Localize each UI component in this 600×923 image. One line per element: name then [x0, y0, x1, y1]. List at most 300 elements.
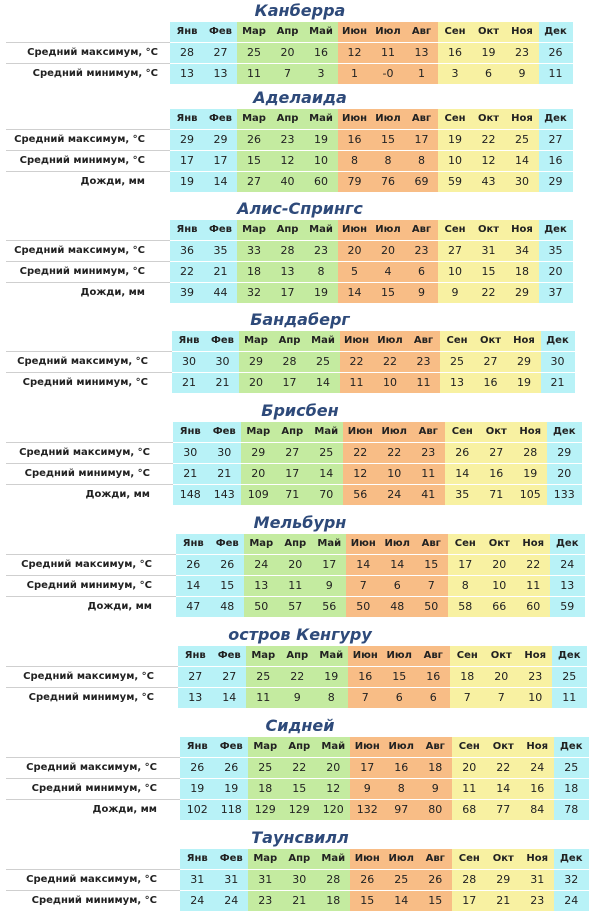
- value-cell: 10: [482, 576, 517, 596]
- month-header-cell: Июн: [346, 534, 381, 554]
- row-label: Дожди, мм: [80, 176, 145, 187]
- value-cell: 35: [204, 241, 238, 261]
- value-cell: 30: [541, 352, 575, 372]
- month-header-cell: Окт: [479, 422, 514, 442]
- value-cell: 23: [518, 667, 553, 687]
- data-row: [178, 667, 586, 687]
- value-cell: 32: [237, 283, 271, 303]
- value-cell: 60: [516, 597, 551, 617]
- data-row: [176, 597, 584, 617]
- data-row: [170, 241, 572, 261]
- value-cell: 11: [552, 688, 587, 708]
- value-cell: 25: [306, 352, 340, 372]
- value-cell: 18: [505, 262, 539, 282]
- value-cell: 57: [278, 597, 313, 617]
- value-cell: 30: [282, 870, 317, 890]
- value-cell: 15: [282, 779, 317, 799]
- value-cell: 29: [204, 130, 238, 150]
- value-cell: 69: [405, 172, 439, 192]
- value-cell: 13: [271, 262, 305, 282]
- value-cell: 15: [350, 891, 385, 911]
- month-header-cell: Окт: [472, 220, 506, 240]
- value-cell: 21: [207, 464, 242, 484]
- value-cell: 11: [452, 779, 487, 799]
- value-cell: 143: [207, 485, 242, 505]
- value-cell: 12: [472, 151, 506, 171]
- month-header-cell: Июл: [371, 22, 405, 42]
- row-divider: [6, 240, 170, 241]
- month-header-cell: Фев: [204, 220, 238, 240]
- month-header-cell: Фев: [212, 646, 247, 666]
- value-cell: 8: [448, 576, 483, 596]
- data-row: [170, 43, 572, 63]
- month-header-cell: Май: [304, 220, 338, 240]
- month-header-cell: Фев: [204, 109, 238, 129]
- month-header-cell: Дек: [552, 646, 587, 666]
- value-cell: 71: [479, 485, 514, 505]
- value-cell: 11: [407, 373, 441, 393]
- value-cell: 23: [248, 891, 283, 911]
- month-header-cell: Апр: [273, 331, 307, 351]
- value-cell: 26: [418, 870, 453, 890]
- month-header-cell: Июл: [371, 109, 405, 129]
- value-cell: 11: [411, 464, 446, 484]
- month-header-cell: Сен: [448, 534, 483, 554]
- city-title: Сидней: [265, 716, 335, 735]
- month-header-cell: Фев: [206, 331, 240, 351]
- month-header-cell: Июл: [380, 534, 415, 554]
- month-header-cell: Мар: [246, 646, 281, 666]
- value-cell: 70: [309, 485, 344, 505]
- month-header-cell: Мар: [239, 331, 273, 351]
- value-cell: 3: [304, 64, 338, 84]
- value-cell: 129: [282, 800, 317, 820]
- value-cell: 79: [338, 172, 372, 192]
- value-cell: 148: [173, 485, 208, 505]
- row-label: Средний минимум, °C: [26, 580, 152, 591]
- value-cell: 13: [204, 64, 238, 84]
- row-divider: [6, 484, 173, 485]
- value-cell: 6: [472, 64, 506, 84]
- value-cell: 4: [371, 262, 405, 282]
- month-header-row: [178, 646, 586, 666]
- value-cell: 20: [484, 667, 519, 687]
- value-cell: 19: [180, 779, 215, 799]
- value-cell: 15: [371, 130, 405, 150]
- value-cell: 56: [343, 485, 378, 505]
- month-header-cell: Май: [304, 22, 338, 42]
- row-label: Средний максимум, °C: [27, 47, 158, 58]
- value-cell: 13: [170, 64, 204, 84]
- value-cell: 21: [206, 373, 240, 393]
- value-cell: 23: [520, 891, 555, 911]
- value-cell: 22: [377, 443, 412, 463]
- month-header-cell: Фев: [214, 849, 249, 869]
- value-cell: 15: [472, 262, 506, 282]
- value-cell: 27: [539, 130, 573, 150]
- value-cell: 11: [340, 373, 374, 393]
- value-cell: 29: [170, 130, 204, 150]
- value-cell: 27: [438, 241, 472, 261]
- value-cell: 9: [280, 688, 315, 708]
- value-cell: 39: [170, 283, 204, 303]
- value-cell: 97: [384, 800, 419, 820]
- value-cell: 17: [273, 373, 307, 393]
- row-divider: [6, 757, 180, 758]
- month-header-cell: Мар: [241, 422, 276, 442]
- value-cell: 14: [445, 464, 480, 484]
- value-cell: 8: [304, 262, 338, 282]
- month-header-cell: Окт: [472, 109, 506, 129]
- row-label: Средний максимум, °C: [14, 134, 145, 145]
- value-cell: 26: [214, 758, 249, 778]
- value-cell: 7: [346, 576, 381, 596]
- value-cell: 9: [418, 779, 453, 799]
- value-cell: 21: [486, 891, 521, 911]
- month-header-cell: Янв: [180, 737, 215, 757]
- value-cell: 31: [520, 870, 555, 890]
- value-cell: 11: [371, 43, 405, 63]
- month-header-cell: Дек: [541, 331, 575, 351]
- row-label: Средний минимум, °C: [32, 68, 158, 79]
- value-cell: 16: [438, 43, 472, 63]
- value-cell: 50: [244, 597, 279, 617]
- value-cell: 37: [539, 283, 573, 303]
- month-header-cell: Мар: [244, 534, 279, 554]
- data-row: [176, 576, 584, 596]
- value-cell: 28: [452, 870, 487, 890]
- value-cell: 44: [204, 283, 238, 303]
- value-cell: 10: [438, 262, 472, 282]
- row-label: Средний максимум, °C: [17, 356, 148, 367]
- month-header-cell: Янв: [173, 422, 208, 442]
- row-divider: [6, 171, 170, 172]
- month-header-cell: Фев: [214, 737, 249, 757]
- row-divider: [6, 42, 170, 43]
- row-divider: [6, 575, 176, 576]
- value-cell: 77: [486, 800, 521, 820]
- value-cell: 28: [273, 352, 307, 372]
- month-header-cell: Ноя: [505, 22, 539, 42]
- value-cell: 27: [479, 443, 514, 463]
- data-row: [180, 779, 588, 799]
- month-header-cell: Май: [306, 331, 340, 351]
- row-label: Средний минимум, °C: [19, 155, 145, 166]
- month-header-row: [176, 534, 584, 554]
- value-cell: 26: [350, 870, 385, 890]
- value-cell: 24: [520, 758, 555, 778]
- value-cell: 21: [204, 262, 238, 282]
- month-header-cell: Апр: [271, 109, 305, 129]
- value-cell: 15: [210, 576, 245, 596]
- month-header-row: [170, 22, 572, 42]
- value-cell: 9: [505, 64, 539, 84]
- month-header-cell: Июл: [373, 331, 407, 351]
- value-cell: 22: [486, 758, 521, 778]
- value-cell: 109: [241, 485, 276, 505]
- row-label: Средний максимум, °C: [23, 671, 154, 682]
- value-cell: 7: [414, 576, 449, 596]
- month-header-cell: Апр: [278, 534, 313, 554]
- row-divider: [6, 666, 178, 667]
- city-title: Аделаида: [253, 88, 347, 107]
- value-cell: 12: [338, 43, 372, 63]
- month-header-cell: Июн: [348, 646, 383, 666]
- value-cell: 29: [241, 443, 276, 463]
- value-cell: 12: [343, 464, 378, 484]
- month-header-cell: Июн: [350, 849, 385, 869]
- row-label: Средний максимум, °C: [19, 447, 150, 458]
- row-label: Средний минимум, °C: [22, 377, 148, 388]
- value-cell: 9: [405, 283, 439, 303]
- month-header-cell: Июл: [371, 220, 405, 240]
- month-header-cell: Ноя: [505, 220, 539, 240]
- value-cell: 14: [204, 172, 238, 192]
- value-cell: 14: [505, 151, 539, 171]
- value-cell: 16: [338, 130, 372, 150]
- value-cell: 19: [170, 172, 204, 192]
- value-cell: 22: [373, 352, 407, 372]
- city-title: Канберра: [254, 1, 346, 20]
- value-cell: 24: [554, 891, 589, 911]
- value-cell: 24: [377, 485, 412, 505]
- row-label: Средний максимум, °C: [26, 874, 157, 885]
- month-header-cell: Фев: [210, 534, 245, 554]
- value-cell: 35: [445, 485, 480, 505]
- value-cell: 22: [472, 130, 506, 150]
- value-cell: 20: [316, 758, 351, 778]
- month-header-cell: Окт: [486, 849, 521, 869]
- value-cell: 14: [176, 576, 211, 596]
- row-divider: [6, 778, 180, 779]
- value-cell: 24: [180, 891, 215, 911]
- row-divider: [6, 351, 172, 352]
- value-cell: 13: [178, 688, 213, 708]
- month-header-cell: Апр: [271, 220, 305, 240]
- value-cell: 21: [282, 891, 317, 911]
- row-label: Дожди, мм: [85, 489, 150, 500]
- month-header-cell: Май: [316, 737, 351, 757]
- month-header-cell: Авг: [418, 849, 453, 869]
- value-cell: 8: [338, 151, 372, 171]
- month-header-cell: Окт: [486, 737, 521, 757]
- value-cell: 20: [278, 555, 313, 575]
- month-header-cell: Авг: [405, 22, 439, 42]
- value-cell: 27: [237, 172, 271, 192]
- value-cell: 58: [448, 597, 483, 617]
- value-cell: 14: [306, 373, 340, 393]
- value-cell: -0: [371, 64, 405, 84]
- value-cell: 29: [507, 352, 541, 372]
- value-cell: 129: [248, 800, 283, 820]
- value-cell: 7: [484, 688, 519, 708]
- value-cell: 26: [237, 130, 271, 150]
- value-cell: 31: [248, 870, 283, 890]
- month-header-cell: Май: [309, 422, 344, 442]
- row-divider: [6, 129, 170, 130]
- value-cell: 11: [539, 64, 573, 84]
- value-cell: 10: [304, 151, 338, 171]
- value-cell: 29: [486, 870, 521, 890]
- value-cell: 17: [170, 151, 204, 171]
- data-row: [180, 891, 588, 911]
- month-header-cell: Июн: [338, 109, 372, 129]
- value-cell: 66: [482, 597, 517, 617]
- value-cell: 17: [204, 151, 238, 171]
- value-cell: 59: [438, 172, 472, 192]
- value-cell: 22: [340, 352, 374, 372]
- value-cell: 30: [173, 443, 208, 463]
- month-header-cell: Янв: [178, 646, 213, 666]
- value-cell: 31: [214, 870, 249, 890]
- value-cell: 30: [505, 172, 539, 192]
- value-cell: 30: [206, 352, 240, 372]
- value-cell: 14: [380, 555, 415, 575]
- month-header-cell: Дек: [547, 422, 582, 442]
- value-cell: 60: [304, 172, 338, 192]
- value-cell: 28: [513, 443, 548, 463]
- month-header-cell: Мар: [237, 22, 271, 42]
- value-cell: 25: [309, 443, 344, 463]
- value-cell: 7: [348, 688, 383, 708]
- value-cell: 22: [472, 283, 506, 303]
- value-cell: 9: [350, 779, 385, 799]
- value-cell: 27: [204, 43, 238, 63]
- month-header-cell: Июн: [343, 422, 378, 442]
- value-cell: 22: [516, 555, 551, 575]
- value-cell: 25: [505, 130, 539, 150]
- value-cell: 27: [212, 667, 247, 687]
- value-cell: 14: [212, 688, 247, 708]
- data-row: [173, 443, 581, 463]
- value-cell: 6: [405, 262, 439, 282]
- value-cell: 20: [338, 241, 372, 261]
- value-cell: 33: [237, 241, 271, 261]
- value-cell: 19: [507, 373, 541, 393]
- value-cell: 19: [438, 130, 472, 150]
- value-cell: 25: [554, 758, 589, 778]
- row-divider: [6, 890, 180, 891]
- month-header-cell: Дек: [554, 737, 589, 757]
- month-header-cell: Фев: [204, 22, 238, 42]
- month-header-cell: Окт: [484, 646, 519, 666]
- month-header-cell: Дек: [550, 534, 585, 554]
- month-header-cell: Авг: [418, 737, 453, 757]
- month-header-cell: Июн: [338, 220, 372, 240]
- month-header-cell: Июн: [340, 331, 374, 351]
- value-cell: 59: [550, 597, 585, 617]
- month-header-cell: Апр: [280, 646, 315, 666]
- value-cell: 6: [382, 688, 417, 708]
- month-header-cell: Янв: [170, 220, 204, 240]
- value-cell: 29: [505, 283, 539, 303]
- value-cell: 22: [280, 667, 315, 687]
- month-header-cell: Июн: [350, 737, 385, 757]
- value-cell: 71: [275, 485, 310, 505]
- data-row: [176, 555, 584, 575]
- month-header-cell: Сен: [438, 109, 472, 129]
- value-cell: 1: [338, 64, 372, 84]
- month-header-cell: Ноя: [520, 849, 555, 869]
- value-cell: 15: [237, 151, 271, 171]
- value-cell: 15: [414, 555, 449, 575]
- value-cell: 16: [520, 779, 555, 799]
- value-cell: 50: [414, 597, 449, 617]
- row-label: Средний максимум, °C: [26, 762, 157, 773]
- value-cell: 20: [482, 555, 517, 575]
- value-cell: 6: [380, 576, 415, 596]
- row-label: Дожди, мм: [92, 804, 157, 815]
- value-cell: 23: [505, 43, 539, 63]
- value-cell: 10: [438, 151, 472, 171]
- value-cell: 23: [405, 241, 439, 261]
- value-cell: 22: [343, 443, 378, 463]
- row-divider: [6, 282, 170, 283]
- data-row: [172, 352, 574, 372]
- value-cell: 9: [438, 283, 472, 303]
- month-header-cell: Апр: [275, 422, 310, 442]
- value-cell: 25: [246, 667, 281, 687]
- city-title: Алис-Спрингс: [237, 199, 363, 218]
- row-label: Дожди, мм: [80, 287, 145, 298]
- value-cell: 16: [384, 758, 419, 778]
- month-header-cell: Янв: [170, 22, 204, 42]
- month-header-cell: Сен: [445, 422, 480, 442]
- value-cell: 25: [384, 870, 419, 890]
- city-title: Бандаберг: [250, 310, 350, 329]
- value-cell: 21: [172, 373, 206, 393]
- month-header-cell: Авг: [407, 331, 441, 351]
- value-cell: 14: [309, 464, 344, 484]
- month-header-cell: Май: [316, 849, 351, 869]
- value-cell: 8: [371, 151, 405, 171]
- value-cell: 84: [520, 800, 555, 820]
- value-cell: 50: [346, 597, 381, 617]
- data-row: [170, 283, 572, 303]
- month-header-row: [172, 331, 574, 351]
- row-label: Средний минимум, °C: [31, 783, 157, 794]
- data-row: [178, 688, 586, 708]
- month-header-cell: Мар: [248, 737, 283, 757]
- row-divider: [6, 463, 173, 464]
- value-cell: 30: [207, 443, 242, 463]
- month-header-cell: Ноя: [518, 646, 553, 666]
- value-cell: 17: [350, 758, 385, 778]
- value-cell: 16: [539, 151, 573, 171]
- month-header-cell: Июл: [384, 849, 419, 869]
- value-cell: 17: [448, 555, 483, 575]
- value-cell: 11: [246, 688, 281, 708]
- month-header-cell: Янв: [180, 849, 215, 869]
- value-cell: 20: [547, 464, 582, 484]
- month-header-cell: Ноя: [516, 534, 551, 554]
- month-header-row: [173, 422, 581, 442]
- data-row: [173, 485, 581, 505]
- month-header-cell: Дек: [539, 22, 573, 42]
- value-cell: 25: [248, 758, 283, 778]
- row-divider: [6, 687, 178, 688]
- value-cell: 7: [271, 64, 305, 84]
- value-cell: 68: [452, 800, 487, 820]
- value-cell: 17: [312, 555, 347, 575]
- month-header-cell: Ноя: [520, 737, 555, 757]
- data-row: [180, 800, 588, 820]
- value-cell: 17: [275, 464, 310, 484]
- value-cell: 13: [550, 576, 585, 596]
- value-cell: 6: [416, 688, 451, 708]
- month-header-cell: Авг: [405, 220, 439, 240]
- value-cell: 14: [384, 891, 419, 911]
